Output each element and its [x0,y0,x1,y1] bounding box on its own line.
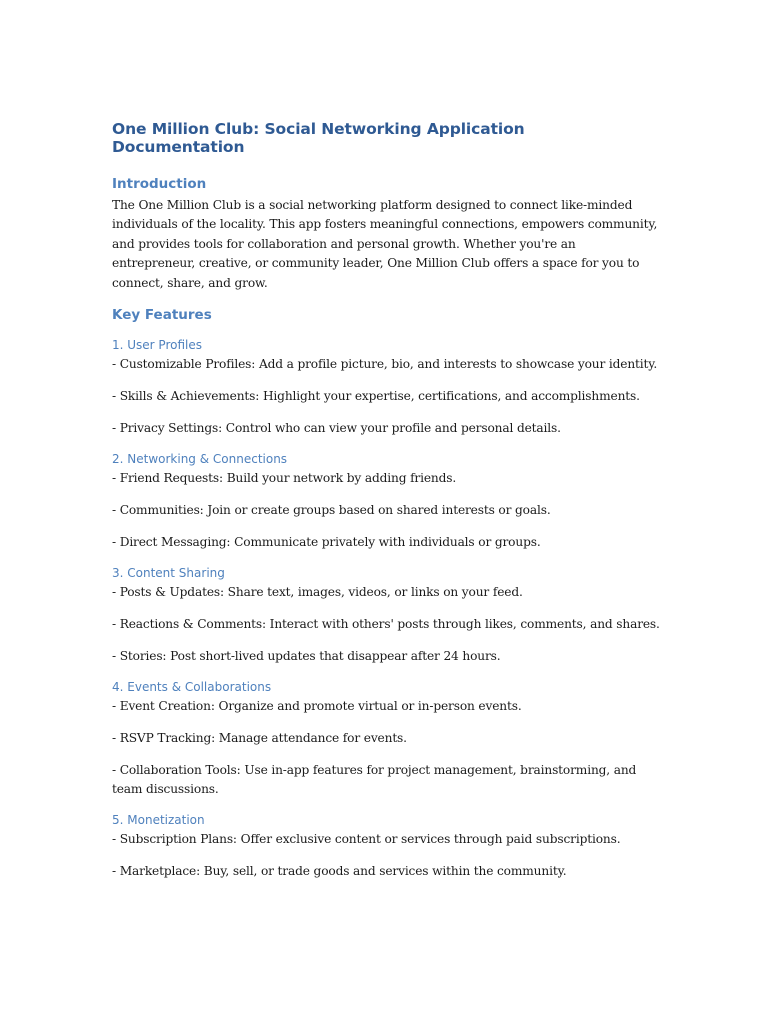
document-title: One Million Club: Social Networking Application Documentation [112,120,525,156]
section-events-collaborations [112,679,660,798]
feature-item: - Reactions & Comments: Interact with others' posts through likes, comments, and shares. [112,617,660,632]
section-title: 5. Monetization [112,812,205,827]
section-content-sharing [112,565,660,666]
feature-item: - Subscription Plans: Offer exclusive content or services through paid subscriptions. [112,831,621,846]
introduction-paragraph: The One Million Club is a social networking platform designed to connect like-minded individuals of the locality. This app fosters meaningful connections, empowers community, and provides tools for collaboration and personal growth. Whether you're an entrepreneur, creative, or community leader, One Million Club offers a space for you to connect, share, and grow. [112,198,658,290]
section-networking-connections [112,451,660,552]
document-page [112,120,660,894]
feature-item: - Stories: Post short-lived updates that disappear after 24 hours. [112,649,501,664]
section-monetization [112,812,660,881]
feature-item: - Skills & Achievements: Highlight your expertise, certifications, and accomplishments. [112,389,640,404]
feature-item: - Communities: Join or create groups based on shared interests or goals. [112,503,551,518]
feature-item: - Privacy Settings: Control who can view your profile and personal details. [112,421,561,436]
feature-item: - Posts & Updates: Share text, images, videos, or links on your feed. [112,585,523,600]
section-title: 4. Events & Collaborations [112,680,272,695]
introduction-heading: Introduction [112,176,207,192]
feature-item: - Friend Requests: Build your network by adding friends. [112,471,457,486]
feature-item: - RSVP Tracking: Manage attendance for events. [112,731,407,746]
section-title: 1. User Profiles [112,338,202,353]
feature-item: - Customizable Profiles: Add a profile picture, bio, and interests to showcase your identity. [112,357,658,372]
section-title: 3. Content Sharing [112,566,225,581]
feature-item: - Collaboration Tools: Use in-app features for project management, brainstorming, and team discussions. [112,763,637,796]
section-title: 2. Networking & Connections [112,452,288,467]
key-features-heading: Key Features [112,307,212,324]
feature-item: - Marketplace: Buy, sell, or trade goods and services within the community. [112,863,567,878]
section-user-profiles [112,337,660,438]
feature-item: - Event Creation: Organize and promote virtual or in-person events. [112,699,522,714]
feature-item: - Direct Messaging: Communicate privately with individuals or groups. [112,535,541,550]
